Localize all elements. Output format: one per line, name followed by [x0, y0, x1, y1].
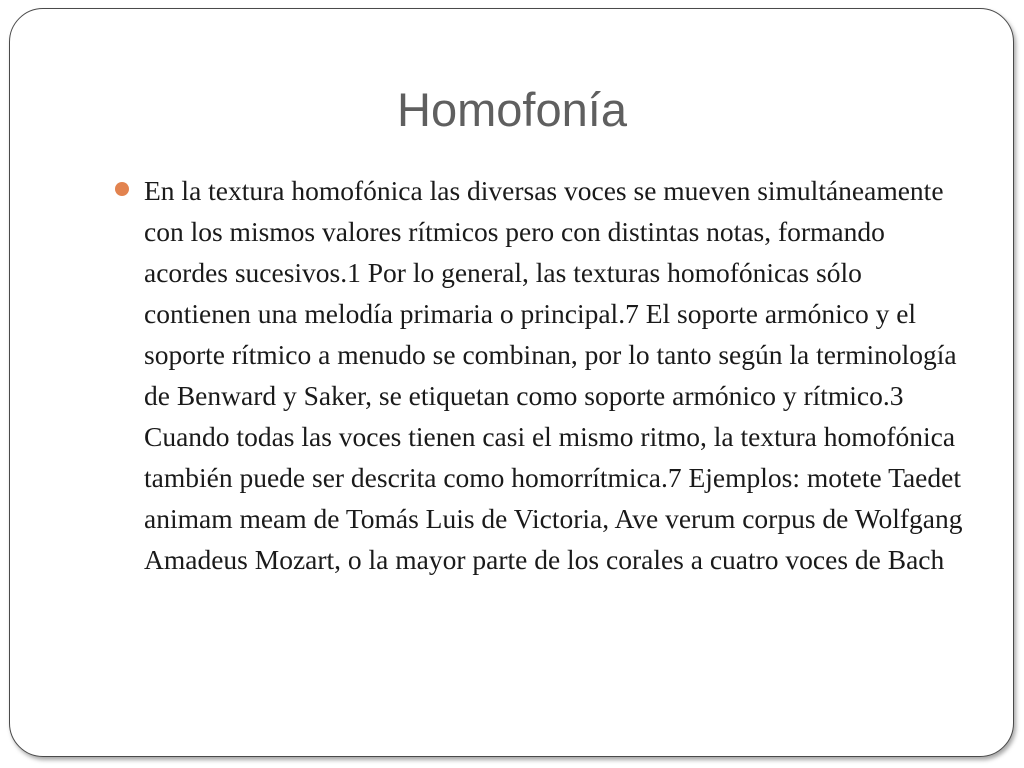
bullet-text: En la textura homofónica las diversas voces se mueven simultáneamente con los mismos valores rítmicos pero con distintas notas, formando acordes sucesivos.1 Por lo general, las texturas homofónicas sólo contienen una melodía primaria o principal.7 El soporte armónico y el soporte rítmico a menudo se combinan, por lo tanto según la terminología de Benward y Saker, se etiquetan como soporte armónico y rítmico.3 Cuando todas las voces tienen casi el mismo ritmo, la textura homofónica también puede ser descrita como homorrítmica.7 Ejemplos: motete Taedet animam meam de Tomás Luis de Victoria, Ave verum corpus de Wolfgang Amadeus Mozart, o la mayor parte de los corales a cuatro voces de Bach [144, 175, 963, 575]
slide-title: Homofonía [397, 83, 627, 136]
bullet-dot-icon [115, 182, 129, 196]
bullet-item [110, 170, 970, 580]
bullet-list [110, 170, 970, 580]
